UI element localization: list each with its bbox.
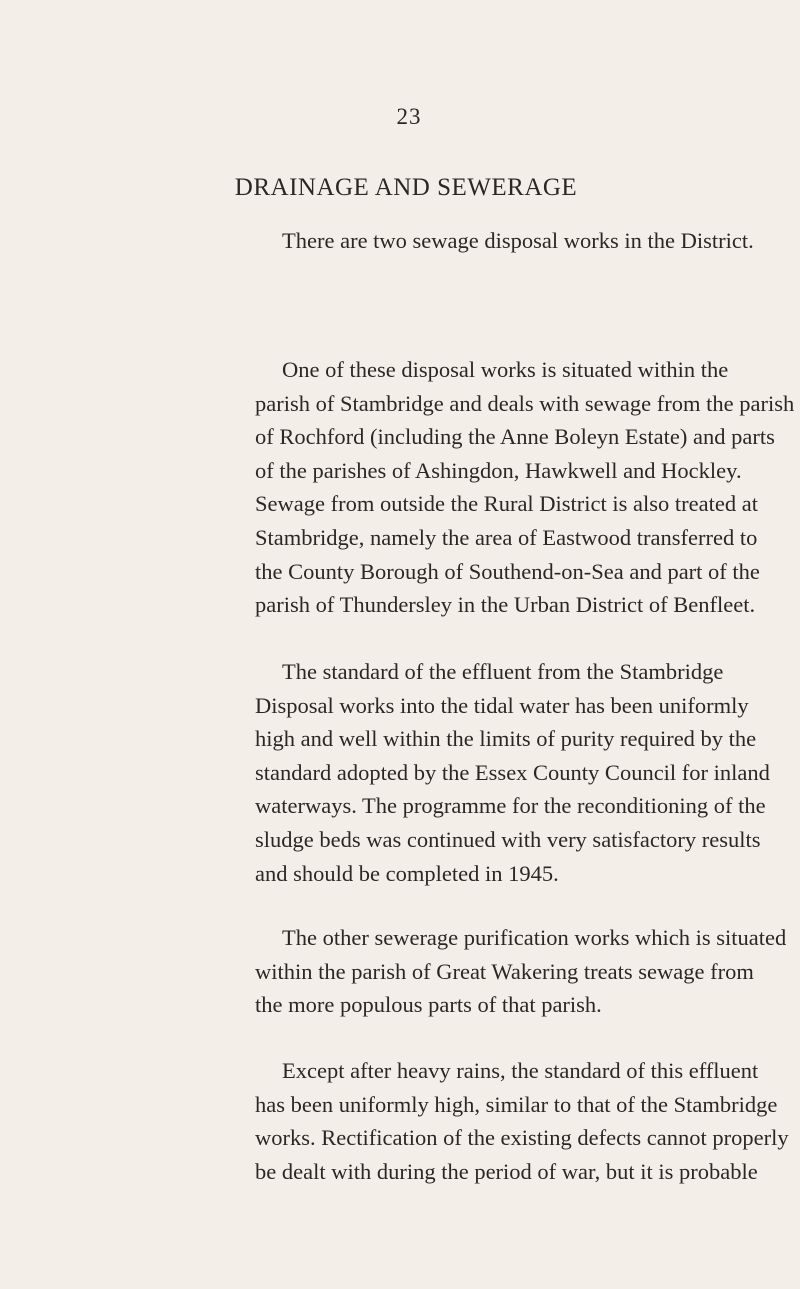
paragraph-line: parish of Stambridge and deals with sewage from the parish	[255, 390, 795, 416]
paragraph-line: waterways. The programme for the reconditioning of the	[255, 793, 766, 819]
paragraph-line: works. Rectification of the existing defects cannot properly	[255, 1125, 789, 1151]
paragraph-line: parish of Thundersley in the Urban District of Benfleet.	[255, 592, 756, 618]
paragraph-line: standard adopted by the Essex County Council for inland	[255, 759, 770, 785]
paragraph-line: of Rochford (including the Anne Boleyn Estate) and parts	[255, 424, 775, 450]
paragraph-line: Sewage from outside the Rural District is also treated at	[255, 491, 758, 517]
paragraph-line: has been uniformly high, similar to that of the Stambridge	[255, 1091, 778, 1117]
paragraph-stambridge-works	[255, 353, 795, 622]
paragraph-line: of the parishes of Ashingdon, Hawkwell and Hockley.	[255, 457, 742, 483]
page-number: 23	[396, 104, 422, 129]
paragraph-heavy-rains	[255, 1054, 789, 1188]
paragraph-line: Except after heavy rains, the standard of this effluent	[282, 1058, 759, 1083]
paragraph-line: the County Borough of Southend-on-Sea and part of the	[255, 558, 760, 584]
section-heading: DRAINAGE AND SEWERAGE	[234, 174, 578, 201]
paragraph-line: Disposal works into the tidal water has been uniformly	[255, 692, 749, 718]
paragraph-line: and should be completed in 1945.	[255, 860, 559, 886]
paragraph-line: The other sewerage purification works which is situated	[282, 925, 787, 950]
paragraph-line: within the parish of Great Wakering treats sewage from	[255, 958, 754, 984]
paragraph-line: There are two sewage disposal works in the District.	[282, 228, 754, 253]
paragraph-line: The standard of the effluent from the Stambridge	[282, 659, 724, 684]
paragraph-effluent-standard	[255, 655, 770, 890]
paragraph-great-wakering	[255, 921, 787, 1022]
paragraph-line: be dealt with during the period of war, but it is probable	[255, 1158, 758, 1184]
paragraph-line: the more populous parts of that parish.	[255, 992, 602, 1018]
paragraph-line: Stambridge, namely the area of Eastwood transferred to	[255, 524, 758, 550]
paragraph-line: high and well within the limits of purity required by the	[255, 726, 757, 752]
paragraph-intro	[255, 224, 754, 258]
paragraph-line: sludge beds was continued with very satisfactory results	[255, 826, 761, 852]
paragraph-line: One of these disposal works is situated within the	[282, 357, 729, 382]
